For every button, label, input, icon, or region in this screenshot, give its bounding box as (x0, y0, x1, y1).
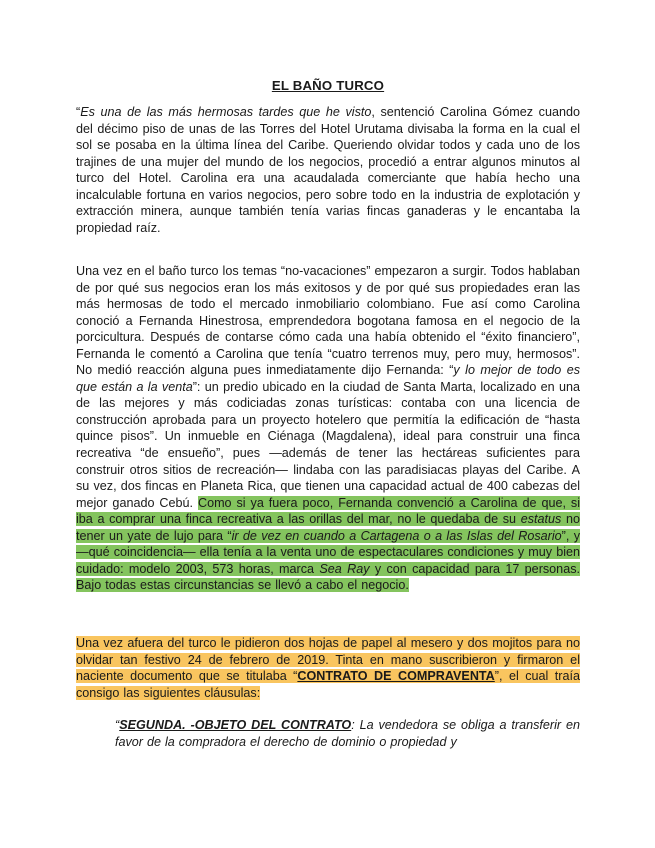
paragraph-3-text-b: ”, el cual traía consigo las siguientes cláusulas: (76, 669, 580, 700)
highlight-italic-cartagena: ir de vez en cuando a Cartagena o a las Islas del Rosario (231, 528, 562, 543)
clause-open-quote: “ (115, 718, 120, 732)
paragraph-2-text-b: ”: un predio ubicado en la ciudad de Santa Marta, localizado en una de las mejores y más codiciadas zonas turísticas: contaba con una licencia de construcción aprobada para un proyecto hotelero que permitía la edificación de “hasta quince pisos”. Un inmueble en Ciénaga (Magdalena), ideal para construir una finca recreativa “de ensueño”, pues —además de tener las hectáreas suficientes para construir otros sitios de recreación— lindaba con las paradisiacas playas del Caribe. A su vez, dos fincas en Planeta Rica, que tienen una capacidad actual de 400 cabezas del mejor ganado Cebú. (76, 379, 580, 510)
paragraph-3 (76, 635, 580, 701)
highlight-text-d: y con capacidad para 17 personas. Bajo todas estas circunstancias se llevó a cabo el negocio. (76, 561, 580, 593)
opening-quote: Es una de las más hermosas tardes que he visto (80, 105, 372, 119)
paragraph-2-text-a: Una vez en el baño turco los temas “no-vacaciones” empezaron a surgir. Todos hablaban de por qué sus negocios eran los más exitosos y de por qué sus propiedades eran las más hermosas de todo el mercado inmobiliario colombiano. Fue así como Carolina conoció a Fernanda Hinestrosa, emprendedora bogotana famosa en el negocio de la porcicultura. Después de contarse cómo cada una había obtenido el “éxito financiero”, Fernanda le comentó a Carolina que tenía “cuatro terrenos muy, pero muy, hermosos”. No medió reacción alguna pues inmediatamente dijo Fernanda: “ (76, 264, 581, 378)
document-title: EL BAÑO TURCO (271, 78, 385, 93)
clause-text: : La vendedora se obliga a transferir en favor de la compradora el derecho de dominio o propiedad y (115, 718, 580, 749)
contract-title: CONTRATO DE COMPRAVENTA (297, 669, 495, 684)
paragraph-1-text: , sentenció Carolina Gómez cuando del décimo piso de unas de las Torres del Hotel Urutama divisaba la forma en la cual el sol se posaba en la última línea del Caribe. Queriendo olvidar todos y cada uno de los trajines de una mujer del mundo de los negocios, procedió a entrar algunos minutos al turco del Hotel. Carolina era una acaudalada comerciante que había hecho una incalculable fortuna en varios negocios, pero sobre todo en la industria de explotación y extracción minera, aunque también tenía varias fincas ganaderas y le encantaba la propiedad raíz. (76, 105, 580, 235)
green-highlight (76, 496, 580, 593)
paragraph-1: “Es una de las más hermosas tardes que he visto, sentenció Carolina Gómez cuando del décimo piso de unas de las Torres del Hotel Urutama divisaba la forma en la cual el sol se posaba en la última línea del Caribe. Queriendo olvidar todos y cada uno de los trajines de una mujer del mundo de los negocios, procedió a entrar algunos minutos al turco del Hotel. Carolina era una acaudalada comerciante que había hecho una incalculable fortuna en varios negocios, pero sobre todo en la industria de explotación y extracción minera, aunque también tenía varias fincas ganaderas y le encantaba la propiedad raíz. (76, 105, 580, 235)
clause-title: SEGUNDA. -OBJETO DEL CONTRATO (119, 718, 352, 732)
highlight-italic-estatus: estatus (520, 512, 562, 527)
highlight-text-c: ”, y —qué coincidencia— ella tenía a la venta uno de espectaculares condiciones y muy bien cuidado: modelo 2003, 573 horas, marca (76, 528, 580, 576)
highlight-text-b: no tener un yate de lujo para “ (76, 512, 580, 543)
paragraph-2-italic: y lo mejor de todo es que están a la venta (76, 363, 581, 394)
highlight-italic-sea-ray: Sea Ray (319, 561, 370, 576)
paragraph-3-text-a: Una vez afuera del turco le pidieron dos hojas de papel al mesero y dos mojitos para no olvidar tan festivo 24 de febrero de 2019. Tinta en mano suscribieron y firmaron el naciente documento que se titulaba “ (76, 636, 580, 684)
highlight-text-a: Como si ya fuera poco, Fernanda convenció a Carolina de que, si iba a comprar una finca recreativa a las orillas del mar, no le quedaba de su (76, 495, 580, 527)
clause-paragraph (115, 717, 580, 750)
yellow-highlight (76, 636, 580, 700)
paragraph-2 (76, 263, 580, 594)
